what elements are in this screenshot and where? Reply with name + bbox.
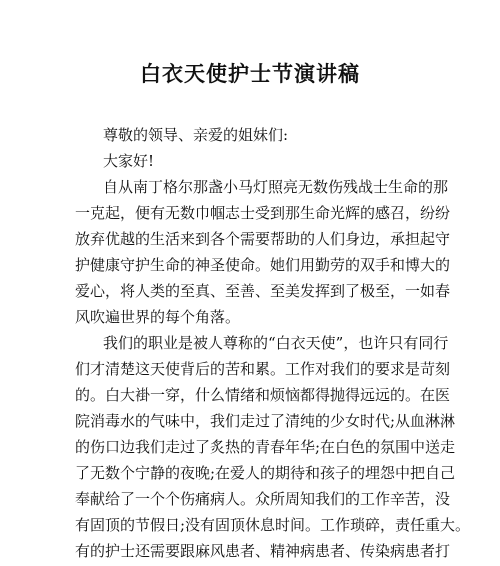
body-line: 奉献给了一个个伤痛病人。众所周知我们的工作辛苦，没 xyxy=(75,490,451,508)
body-line: 有固顶的节假日;没有固顶休息时间。工作琐碎，责任重大。 xyxy=(75,516,471,534)
body-line: 放弃优越的生活来到各个需要帮助的人们身边，承担起守 xyxy=(75,230,451,248)
body-line: 自从南丁格尔那盏小马灯照亮无数伤残战士生命的那 xyxy=(103,178,449,196)
body-line: 院消毒水的气味中，我们走过了清纯的少女时代;从血淋淋 xyxy=(75,412,456,430)
body-line: 风吹遍世界的每个角落。 xyxy=(75,308,241,326)
body-line: 的。白大褂一穿，什么情绪和烦恼都得抛得远远的。在医 xyxy=(75,386,451,404)
body-line: 爱心，将人类的至真、至善、至美发挥到了极至，一如春 xyxy=(75,282,451,300)
body-line: 的伤口边我们走过了炙热的青春年华;在白色的氛围中送走 xyxy=(75,438,456,456)
body-line: 了无数个宁静的夜晚;在爱人的期待和孩子的埋怨中把自己 xyxy=(75,464,456,482)
salutation: 尊敬的领导、亲爱的姐妹们: xyxy=(103,126,289,144)
body-line: 护健康守护生命的神圣使命。她们用勤劳的双手和博大的 xyxy=(75,256,451,274)
document-title: 白衣天使护士节演讲稿 xyxy=(140,61,360,86)
greeting: 大家好! xyxy=(103,152,155,170)
body-line: 有的护士还需要跟麻风患者、精神病患者、传染病患者打 xyxy=(75,542,451,560)
body-line: 们才清楚这天使背后的苦和累。工作对我们的要求是苛刻 xyxy=(75,360,451,378)
body-line: 一克起，便有无数巾帼志士受到那生命光辉的感召，纷纷 xyxy=(75,204,451,222)
body-line: 我们的职业是被人尊称的“白衣天使”，也许只有同行 xyxy=(103,334,449,352)
